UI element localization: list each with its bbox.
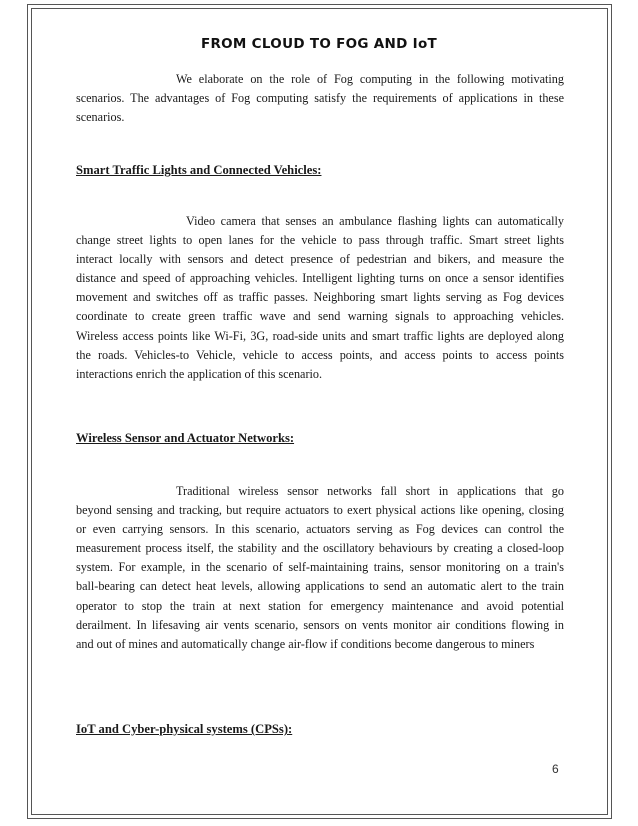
paragraph-line: or even carrying sensors. In this scenario, actuators serving as Fog devices can control the <box>76 522 564 537</box>
intro-line: We elaborate on the role of Fog computing in the following motivating <box>176 72 564 86</box>
page-title: FROM CLOUD TO FOG AND IoT <box>200 36 438 52</box>
paragraph-line: system. For example, in the scenario of self-maintaining trains, sensor monitoring on a train's <box>76 560 564 575</box>
paragraph-line: Video camera that senses an ambulance flashing lights can automatically <box>186 214 564 228</box>
paragraph-line: movement and switches off as traffic passes. Neighboring smart lights serving as Fog devices <box>76 290 564 305</box>
paragraph-line: Traditional wireless sensor networks fall short in applications that go <box>176 484 564 498</box>
section-heading-iot-cps: IoT and Cyber-physical systems (CPSs): <box>76 722 293 736</box>
smart-traffic-paragraph <box>76 212 564 384</box>
paragraph-line: operator to stop the train at next station for emergency maintenance and avoid potential <box>76 598 564 613</box>
intro-line: scenarios. <box>76 110 125 125</box>
paragraph-line: ball-bearing can detect heat levels, allowing applications to send an automatic alert to the train <box>76 579 564 594</box>
section-heading-smart-traffic: Smart Traffic Lights and Connected Vehicles: <box>76 163 322 177</box>
paragraph-line: coordinate to create green traffic wave and send warning signals to approaching vehicles. <box>76 309 564 324</box>
paragraph-line: beyond sensing and tracking, but require actuators to exert physical actions like opening, closing <box>76 503 564 518</box>
paragraph-line: derailment. In lifesaving air vents scenario, sensors on vents monitor air conditions flowing in <box>76 617 564 632</box>
paragraph-line: measurement process itself, the stability and the oscillatory behaviours by creating a closed-loop <box>76 541 564 556</box>
intro-paragraph <box>76 70 564 127</box>
paragraph-line: interact locally with sensors and detect presence of pedestrian and bikers, and measure the <box>76 252 564 267</box>
paragraph-line: interactions enrich the application of this scenario. <box>76 366 323 381</box>
wireless-sensor-paragraph <box>76 482 564 654</box>
paragraph-line: and out of mines and automatically change air-flow if conditions become dangerous to miners <box>76 636 535 651</box>
paragraph-line: distance and speed of approaching vehicles. Intelligent lighting turns on once a sensor identifies <box>76 271 564 286</box>
page-border-inner <box>31 8 608 815</box>
paragraph-line: the roads. Vehicles-to Vehicle, vehicle to access points, and access points to access points <box>76 347 564 362</box>
paragraph-line: change street lights to open lanes for the vehicle to pass through traffic. Smart street lights <box>76 233 564 248</box>
page-number: 6 <box>552 762 559 776</box>
paragraph-line: Wireless access points like Wi-Fi, 3G, road-side units and smart traffic lights are deployed along <box>76 328 564 343</box>
intro-line: scenarios. The advantages of Fog computing satisfy the requirements of applications in these <box>76 91 564 106</box>
section-heading-wireless-sensor: Wireless Sensor and Actuator Networks: <box>76 431 295 445</box>
